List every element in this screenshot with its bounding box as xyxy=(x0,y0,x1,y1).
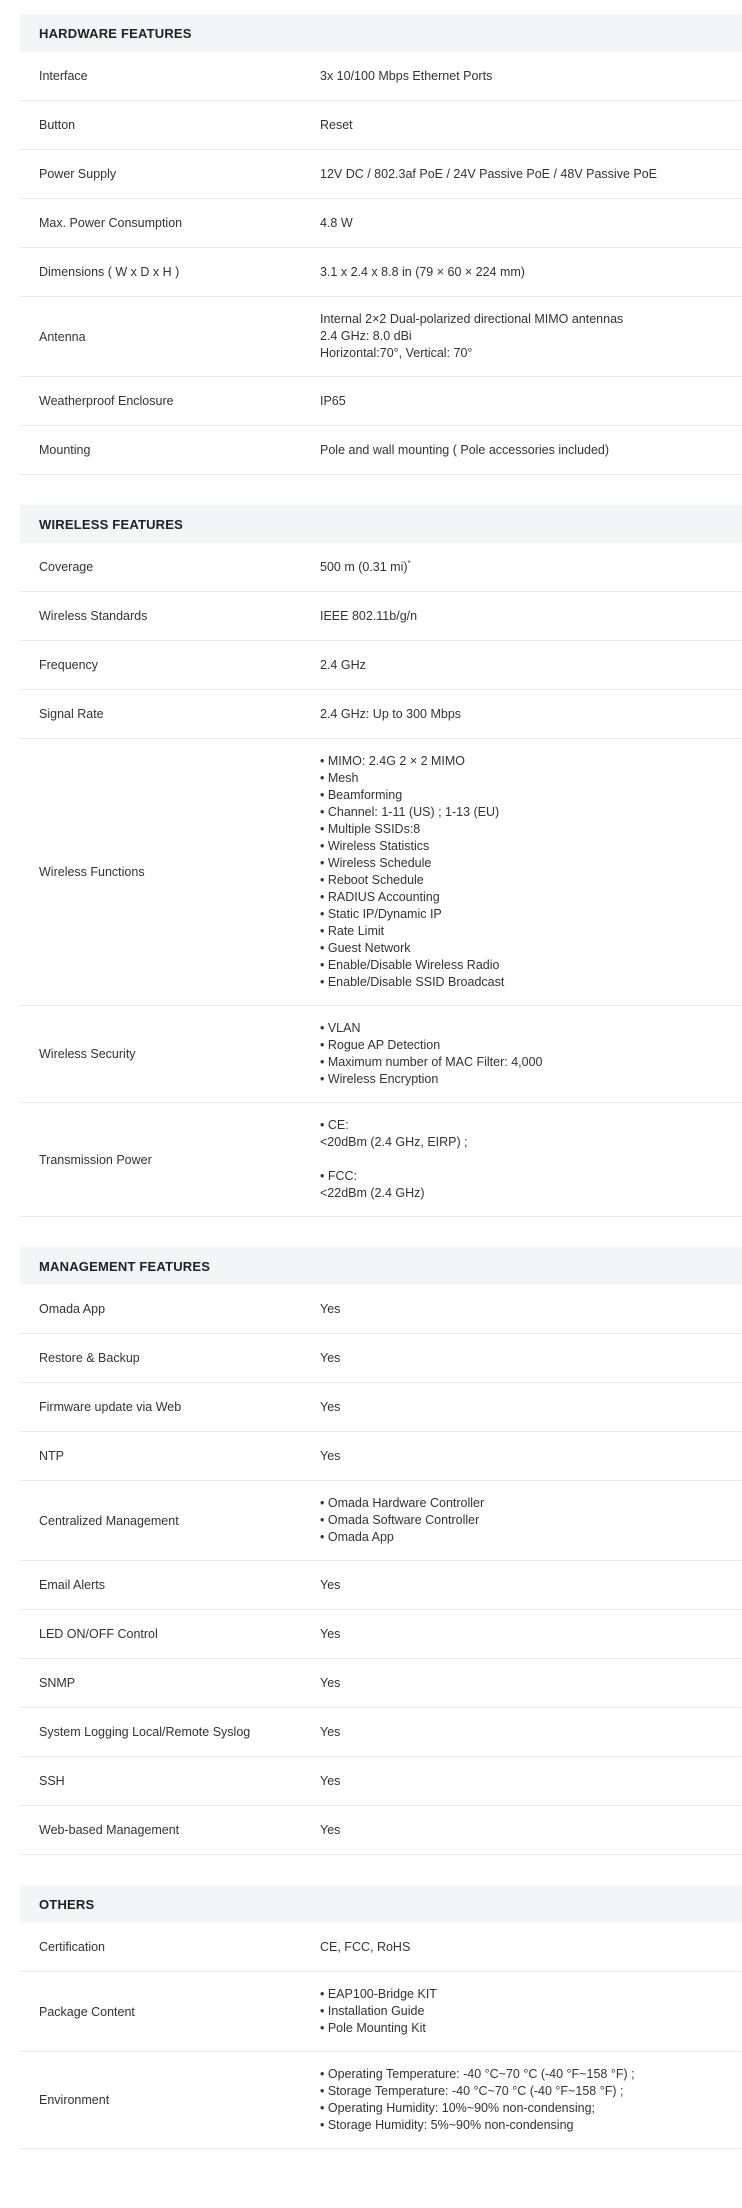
spec-row-mounting xyxy=(20,426,742,475)
spec-value-text: 2.4 GHz: Up to 300 Mbps xyxy=(320,706,462,721)
spec-row-antenna xyxy=(20,297,742,377)
spec-row-wireless-functions xyxy=(20,739,742,1006)
spec-value xyxy=(320,1763,742,1800)
spec-value xyxy=(320,383,742,420)
spec-value-line xyxy=(320,166,732,183)
section-management-features xyxy=(20,1247,742,1855)
spec-value-line xyxy=(320,2100,732,2117)
spec-value-text: • FCC: xyxy=(320,1169,358,1183)
spec-label: Package Content xyxy=(39,2004,135,2019)
spec-value-line xyxy=(320,1037,732,1054)
spec-value-line xyxy=(320,855,732,872)
spec-value-line xyxy=(320,872,732,889)
spec-value-line xyxy=(320,215,732,232)
spec-value-line xyxy=(320,1822,732,1839)
spec-value xyxy=(320,205,742,242)
spec-value-line xyxy=(320,559,732,576)
spec-label: System Logging Local/Remote Syslog xyxy=(39,1725,251,1739)
spec-value-line xyxy=(320,393,732,410)
spec-value-text: Horizontal:70°, Vertical: 70° xyxy=(320,346,473,360)
spec-value-line xyxy=(320,787,732,804)
spec-label: Button xyxy=(39,118,76,132)
spec-value xyxy=(320,432,742,469)
spec-row-led-on-off-control xyxy=(20,1610,742,1659)
spec-value xyxy=(320,1006,742,1102)
spec-value xyxy=(320,549,742,586)
spec-row-centralized-management xyxy=(20,1481,742,1561)
spec-value-line xyxy=(320,1168,732,1185)
spec-value-text: • Omada Software Controller xyxy=(320,1513,480,1527)
spec-value-text: • Maximum number of MAC Filter: 4,000 xyxy=(320,1055,543,1069)
section-others xyxy=(20,1885,742,2149)
spec-value-line xyxy=(320,2066,732,2083)
section-hardware-features xyxy=(20,14,742,475)
spec-row-firmware-update-via-web xyxy=(20,1383,742,1432)
spec-value-line xyxy=(320,1399,732,1416)
spec-value-text: Yes xyxy=(320,1350,341,1365)
spec-label: Email Alerts xyxy=(39,1578,105,1592)
spec-value-text: • Pole Mounting Kit xyxy=(320,2021,426,2035)
spec-row-web-based-management xyxy=(20,1806,742,1855)
spec-row-environment xyxy=(20,2052,742,2149)
spec-value-line xyxy=(320,940,732,957)
spec-value-line xyxy=(320,1350,732,1367)
spec-value-text: Pole and wall mounting ( Pole accessories included) xyxy=(320,442,610,457)
spec-value-text: • Multiple SSIDs:8 xyxy=(320,822,421,836)
spec-label: Wireless Security xyxy=(39,1047,136,1061)
spec-label: Power Supply xyxy=(39,167,117,181)
spec-value-text: IP65 xyxy=(320,393,346,408)
spec-value-line xyxy=(320,68,732,85)
spec-value-text: Internal 2×2 Dual-polarized directional MIMO antennas xyxy=(320,312,624,326)
spec-label: Restore & Backup xyxy=(39,1351,140,1365)
spec-value-line xyxy=(320,1448,732,1465)
spec-value-line xyxy=(320,889,732,906)
spec-value-line xyxy=(320,1939,732,1956)
spec-value-text: • RADIUS Accounting xyxy=(320,890,440,904)
spec-row-snmp xyxy=(20,1659,742,1708)
spec-label: Signal Rate xyxy=(39,707,104,721)
spec-value-line xyxy=(320,1301,732,1318)
spec-value-line xyxy=(320,1020,732,1037)
spec-label: Dimensions ( W x D x H ) xyxy=(39,265,180,279)
spec-row-power-supply xyxy=(20,150,742,199)
spec-value-line xyxy=(320,1054,732,1071)
spec-label: Max. Power Consumption xyxy=(39,216,183,230)
spec-row-signal-rate xyxy=(20,690,742,739)
spec-value-text: • Enable/Disable Wireless Radio xyxy=(320,958,500,972)
spec-value xyxy=(320,1929,742,1966)
spec-value-text: • Installation Guide xyxy=(320,2004,425,2018)
spec-value-line xyxy=(320,345,732,362)
spec-row-dimensions-w-x-d-x-h xyxy=(20,248,742,297)
spec-value-text: • Beamforming xyxy=(320,788,403,802)
spec-value xyxy=(320,1714,742,1751)
spec-value-line xyxy=(320,1675,732,1692)
spec-value-line xyxy=(320,957,732,974)
spec-value-line xyxy=(320,1986,732,2003)
spec-value-line xyxy=(320,1512,732,1529)
spec-label: Coverage xyxy=(39,560,94,574)
spec-value-line xyxy=(320,838,732,855)
spec-value-text: 2.4 GHz xyxy=(320,657,366,672)
spec-value-text: 4.8 W xyxy=(320,215,353,230)
spec-value-line xyxy=(320,442,732,459)
spec-value-text: • Operating Humidity: 10%~90% non-condensing; xyxy=(320,2101,596,2115)
spec-value-line xyxy=(320,1185,732,1202)
spec-value xyxy=(320,739,742,1005)
spec-value-line xyxy=(320,821,732,838)
spec-label: Antenna xyxy=(39,329,86,344)
spec-value xyxy=(320,1340,742,1377)
spec-value-line xyxy=(320,311,732,328)
spec-value-text: • MIMO: 2.4G 2 × 2 MIMO xyxy=(320,754,466,768)
spec-value-text: CE, FCC, RoHS xyxy=(320,1939,411,1954)
spec-label: Interface xyxy=(39,69,88,83)
spec-value-text: 3x 10/100 Mbps Ethernet Ports xyxy=(320,68,493,83)
spec-label: Environment xyxy=(39,2093,110,2107)
spec-label: SNMP xyxy=(39,1676,76,1690)
spec-value xyxy=(320,1812,742,1849)
spec-value-text: Yes xyxy=(320,1626,341,1641)
spec-value-line xyxy=(320,657,732,674)
spec-label: Wireless Standards xyxy=(39,609,148,623)
spec-label: NTP xyxy=(39,1449,64,1463)
spec-value-text: Yes xyxy=(320,1399,341,1414)
spec-label: LED ON/OFF Control xyxy=(39,1627,158,1641)
spec-value-text: 3.1 x 2.4 x 8.8 in (79 × 60 × 224 mm) xyxy=(320,264,525,279)
spec-value-text: <22dBm (2.4 GHz) xyxy=(320,1186,425,1200)
spec-row-frequency xyxy=(20,641,742,690)
spec-value xyxy=(320,156,742,193)
spec-value-text: • Enable/Disable SSID Broadcast xyxy=(320,975,505,989)
spec-value-text: <20dBm (2.4 GHz, EIRP) ; xyxy=(320,1135,468,1149)
spec-row-transmission-power xyxy=(20,1103,742,1217)
spec-value-text: 500 m (0.31 mi) xyxy=(320,559,408,574)
spec-value-text: • Rate Limit xyxy=(320,924,385,938)
spec-row-interface xyxy=(20,52,742,101)
spec-value-line xyxy=(320,1071,732,1088)
spec-value-text: • Omada App xyxy=(320,1530,394,1544)
spec-value-text: Reset xyxy=(320,117,353,132)
spec-value-line xyxy=(320,264,732,281)
spec-row-wireless-standards xyxy=(20,592,742,641)
spec-label: Wireless Functions xyxy=(39,865,145,879)
spec-value-line xyxy=(320,2020,732,2037)
spec-row-certification xyxy=(20,1923,742,1972)
spec-value-line xyxy=(320,2003,732,2020)
spec-value-line xyxy=(320,2083,732,2100)
spec-row-restore-backup xyxy=(20,1334,742,1383)
section-title: WIRELESS FEATURES xyxy=(20,505,742,543)
spec-value-line xyxy=(320,1151,732,1168)
spec-value-text: Yes xyxy=(320,1301,341,1316)
spec-value-text: • Guest Network xyxy=(320,941,411,955)
spec-value-line xyxy=(320,1626,732,1643)
spec-row-ssh xyxy=(20,1757,742,1806)
spec-value-text: Yes xyxy=(320,1773,341,1788)
spec-row-package-content xyxy=(20,1972,742,2052)
spec-value-line xyxy=(320,1724,732,1741)
spec-value xyxy=(320,696,742,733)
spec-row-button xyxy=(20,101,742,150)
footnote-marker: * xyxy=(407,558,411,568)
spec-value xyxy=(320,1481,742,1560)
spec-value-line xyxy=(320,804,732,821)
spec-value xyxy=(320,254,742,291)
section-title: HARDWARE FEATURES xyxy=(20,14,742,52)
spec-value-text: • Rogue AP Detection xyxy=(320,1038,441,1052)
spec-value xyxy=(320,598,742,635)
spec-value-text: • Wireless Encryption xyxy=(320,1072,439,1086)
spec-label: Frequency xyxy=(39,658,99,672)
spec-value-text: • Wireless Schedule xyxy=(320,856,432,870)
spec-value-line xyxy=(320,974,732,991)
spec-value-text: Yes xyxy=(320,1724,341,1739)
spec-value-text: Yes xyxy=(320,1675,341,1690)
spec-value xyxy=(320,1972,742,2051)
spec-value-line xyxy=(320,1529,732,1546)
spec-row-system-logging-local-remote-syslog xyxy=(20,1708,742,1757)
spec-row-ntp xyxy=(20,1432,742,1481)
spec-value-line xyxy=(320,770,732,787)
spec-label: Transmission Power xyxy=(39,1152,152,1167)
spec-value-text: • Reboot Schedule xyxy=(320,873,424,887)
spec-value-line xyxy=(320,1773,732,1790)
spec-value xyxy=(320,297,742,376)
spec-row-email-alerts xyxy=(20,1561,742,1610)
spec-label: Web-based Management xyxy=(39,1823,180,1837)
spec-value-line xyxy=(320,1134,732,1151)
spec-value-line xyxy=(320,117,732,134)
spec-value xyxy=(320,1616,742,1653)
spec-value-line xyxy=(320,1577,732,1594)
spec-label: Weatherproof Enclosure xyxy=(39,394,174,408)
spec-value-text: • Storage Humidity: 5%~90% non-condensing xyxy=(320,2118,574,2132)
spec-value-line xyxy=(320,608,732,625)
spec-value-line xyxy=(320,753,732,770)
spec-label: Omada App xyxy=(39,1302,106,1316)
spec-value-text: • VLAN xyxy=(320,1021,361,1035)
spec-row-omada-app xyxy=(20,1285,742,1334)
spec-value-line xyxy=(320,2117,732,2134)
spec-value-line xyxy=(320,328,732,345)
spec-value xyxy=(320,1103,742,1216)
spec-label: SSH xyxy=(39,1774,65,1788)
spec-value-text: 12V DC / 802.3af PoE / 24V Passive PoE / 48V Passive PoE xyxy=(320,166,657,181)
spec-value-line xyxy=(320,906,732,923)
spec-row-max-power-consumption xyxy=(20,199,742,248)
spec-value-line xyxy=(320,1495,732,1512)
spec-value-text: Yes xyxy=(320,1577,341,1592)
spec-label: Certification xyxy=(39,1940,105,1954)
section-wireless-features xyxy=(20,505,742,1217)
spec-value xyxy=(320,1291,742,1328)
spec-value-text: • Storage Temperature: -40 °C~70 °C (-40 °F~158 °F) ; xyxy=(320,2084,624,2098)
spec-value xyxy=(320,647,742,684)
spec-value xyxy=(320,58,742,95)
spec-label: Centralized Management xyxy=(39,1513,179,1528)
spec-value xyxy=(320,107,742,144)
spec-value-text: Yes xyxy=(320,1822,341,1837)
spec-value-text: • Wireless Statistics xyxy=(320,839,430,853)
spec-value-text: • Mesh xyxy=(320,771,359,785)
spec-value xyxy=(320,1438,742,1475)
spec-value-text: • Channel: 1-11 (US) ; 1-13 (EU) xyxy=(320,805,500,819)
spec-row-coverage xyxy=(20,543,742,592)
spec-value-text: • EAP100-Bridge KIT xyxy=(320,1987,437,2001)
spec-value-text: • Static IP/Dynamic IP xyxy=(320,907,442,921)
spec-label: Firmware update via Web xyxy=(39,1400,182,1414)
spec-value-text: • Omada Hardware Controller xyxy=(320,1496,485,1510)
spec-value xyxy=(320,1665,742,1702)
spec-value-line xyxy=(320,923,732,940)
spec-row-wireless-security xyxy=(20,1006,742,1103)
spec-value xyxy=(320,2052,742,2148)
spec-value-line xyxy=(320,1117,732,1134)
section-title: MANAGEMENT FEATURES xyxy=(20,1247,742,1285)
spec-value xyxy=(320,1389,742,1426)
spec-row-weatherproof-enclosure xyxy=(20,377,742,426)
spec-value-text: 2.4 GHz: 8.0 dBi xyxy=(320,329,412,343)
spec-value-text: • Operating Temperature: -40 °C~70 °C (-40 °F~158 °F) ; xyxy=(320,2067,635,2081)
spec-value-text: IEEE 802.11b/g/n xyxy=(320,608,418,623)
spec-label: Mounting xyxy=(39,443,91,457)
spec-value-line xyxy=(320,706,732,723)
spec-value xyxy=(320,1567,742,1604)
spec-value-text: • CE: xyxy=(320,1118,349,1132)
spec-value-text: Yes xyxy=(320,1448,341,1463)
section-title: OTHERS xyxy=(20,1885,742,1923)
